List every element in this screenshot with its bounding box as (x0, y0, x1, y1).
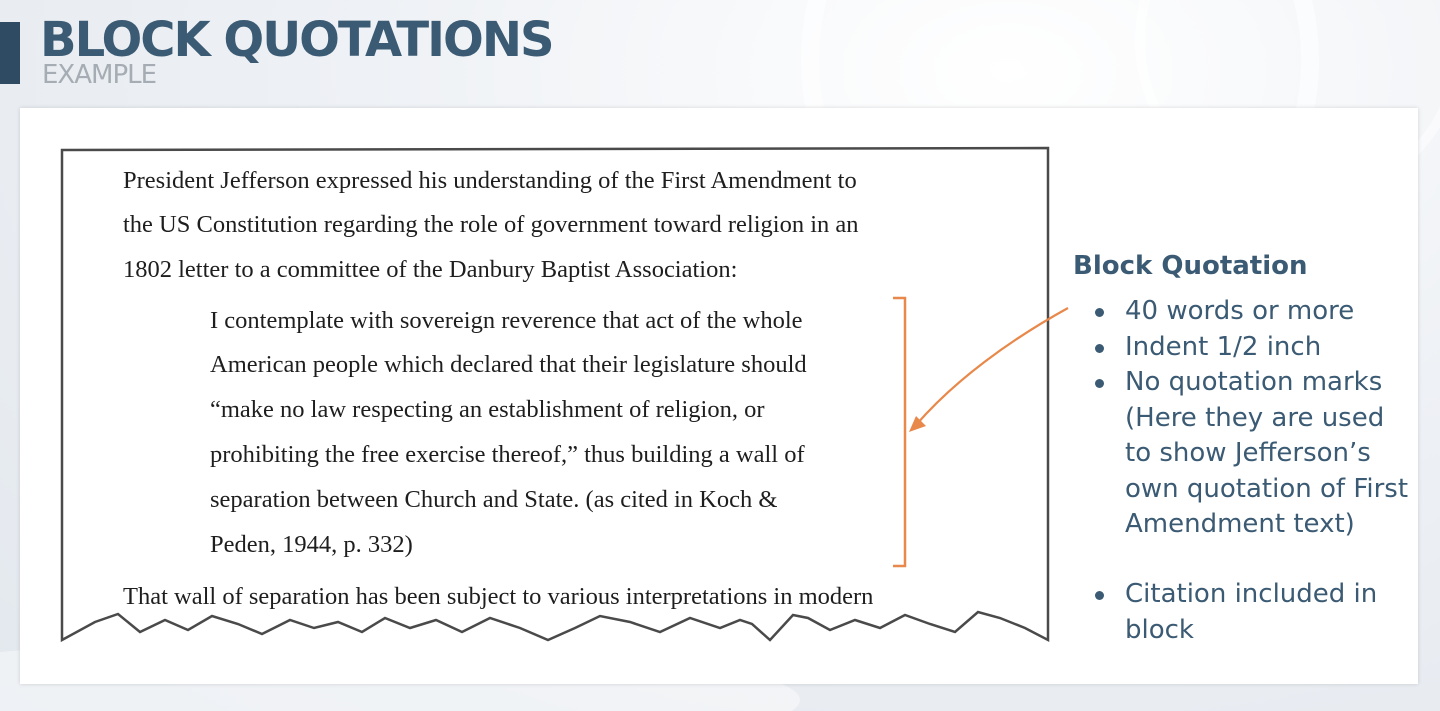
bullet-item: 40 words or more (1125, 296, 1355, 326)
bullet-dot (1095, 344, 1104, 353)
intro-line: 1802 letter to a committee of the Danbury Baptist Association: (123, 256, 738, 283)
block-quote-line: prohibiting the free exercise thereof,” thus building a wall of (210, 441, 805, 468)
bullet-item: Indent 1/2 inch (1125, 332, 1322, 362)
page-subtitle: EXAMPLE (42, 60, 157, 90)
bullet-dot (1095, 308, 1104, 317)
block-quote-line: American people which declared that their legislature should (210, 351, 807, 378)
block-quote-line: I contemplate with sovereign reverence that act of the whole (210, 307, 803, 334)
block-quote-line: Peden, 1944, p. 332) (210, 531, 413, 558)
closing-line: That wall of separation has been subject to various interpretations in modern (123, 583, 874, 610)
bullet-dot (1095, 379, 1104, 388)
block-quote-line: separation between Church and State. (as cited in Koch & (210, 486, 778, 513)
page-title: BLOCK QUOTATIONS (40, 12, 553, 68)
block-quote-line: “make no law respecting an establishment of religion, or (210, 396, 765, 423)
bullet-dot (1095, 591, 1104, 600)
bullet-item: Citation included in block (1125, 579, 1378, 645)
bullet-item: No quotation marks (Here they are used to show Jefferson’s own quotation of First Amendment text) (1125, 367, 1409, 539)
intro-line: President Jefferson expressed his understanding of the First Amendment to (123, 167, 857, 194)
intro-line: the US Constitution regarding the role of government toward religion in an (123, 211, 859, 238)
sidebar-title: Block Quotation (1073, 251, 1308, 281)
